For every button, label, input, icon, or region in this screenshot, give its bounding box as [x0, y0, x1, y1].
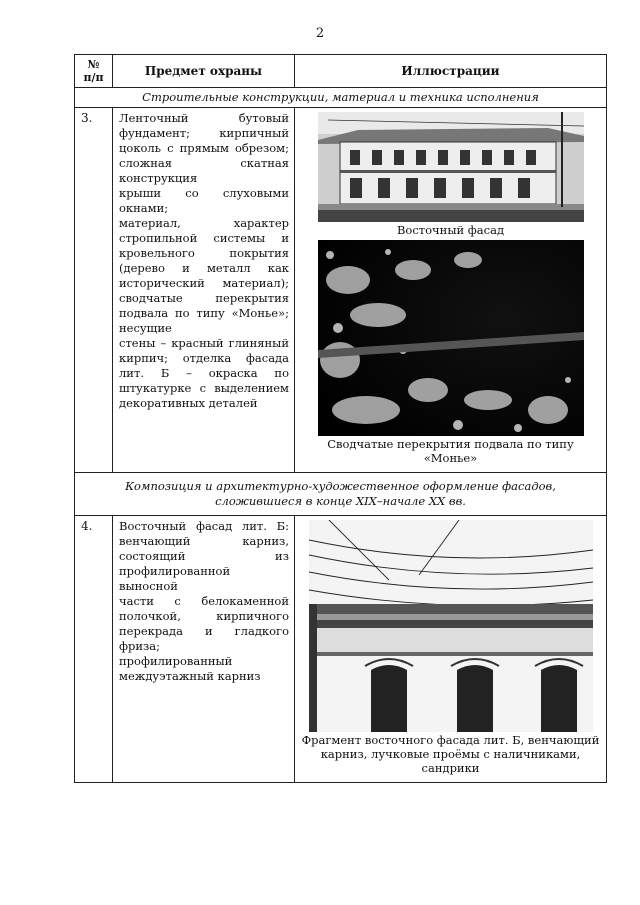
header-number: [75, 55, 113, 88]
desc-line: подвала по типу «Монье»;: [119, 306, 289, 320]
desc-line: сводчатые перекрытия: [119, 291, 289, 305]
table-row-3: [75, 108, 607, 473]
table-row-4: [75, 516, 607, 783]
desc-line: профилированный: [119, 654, 233, 668]
page-number: 2: [315, 26, 325, 41]
desc-line: перекрада и гладкого фриза;: [119, 624, 289, 653]
desc-line: части с белокаменной: [119, 594, 289, 608]
section-title-1: Строительные конструкции, материал и техника исполнения: [75, 88, 607, 108]
desc-line: Ленточный бутовый: [119, 111, 289, 125]
protection-table: [74, 54, 607, 783]
section-title-2-line2: сложившиеся в конце XIX–начале XX вв.: [215, 494, 466, 508]
desc-line: несущие: [119, 321, 172, 335]
desc-line: полочкой, кирпичного: [119, 609, 289, 623]
row-3-description: [113, 108, 295, 473]
header-number-line1: №: [87, 58, 100, 71]
row-3-illustrations: [295, 108, 607, 473]
table-header-row: [75, 55, 607, 88]
desc-line: декоративных деталей: [119, 396, 258, 410]
caption-facade-fragment: Фрагмент восточного фасада лит. Б, венчающий карниз, лучковые проёмы с наличниками, сандрики: [301, 733, 600, 775]
section-row-1: [75, 88, 607, 108]
desc-line: кровельного покрытия: [119, 246, 289, 260]
row-3-number: 3.: [75, 108, 113, 473]
east-facade-photo: [318, 112, 584, 222]
desc-line: крыши со слуховыми окнами;: [119, 186, 289, 215]
desc-line: стены – красный глиняный: [119, 336, 289, 350]
desc-line: состоящий из: [119, 549, 289, 563]
desc-line: кирпич; отделка фасада: [119, 351, 289, 365]
desc-line: междуэтажный карниз: [119, 669, 261, 683]
section-row-2: [75, 473, 607, 516]
vault-ceiling-photo: [318, 240, 584, 436]
desc-line: профилированной выносной: [119, 564, 231, 593]
desc-line: сложная скатная конструкция: [119, 156, 289, 185]
desc-line: Восточный фасад лит. Б:: [119, 519, 289, 533]
row-4-number: 4.: [75, 516, 113, 783]
caption-vault-ceiling: Сводчатые перекрытия подвала по типу «Монье»: [327, 437, 574, 465]
desc-line: материал, характер: [119, 216, 289, 230]
row-4-description: [113, 516, 295, 783]
section-title-2-line1: Композиция и архитектурно-художественное оформление фасадов,: [125, 479, 556, 493]
caption-east-facade: Восточный фасад: [396, 223, 505, 237]
header-number-line2: п/п: [83, 71, 104, 84]
desc-line: штукатурке с выделением: [119, 381, 289, 395]
desc-line: исторический материал);: [119, 276, 289, 290]
row-4-illustrations: [295, 516, 607, 783]
facade-fragment-photo: [309, 520, 593, 732]
header-subject: Предмет охраны: [113, 55, 295, 88]
header-illustrations: Иллюстрации: [295, 55, 607, 88]
section-title-2: [75, 473, 607, 516]
desc-line: стропильной системы и: [119, 231, 289, 245]
desc-line: (дерево и металл как: [119, 261, 289, 275]
desc-line: фундамент; кирпичный: [119, 126, 289, 140]
desc-line: цоколь с прямым обрезом;: [119, 141, 289, 155]
desc-line: лит. Б – окраска по: [119, 366, 289, 380]
desc-line: венчающий карниз,: [119, 534, 289, 548]
